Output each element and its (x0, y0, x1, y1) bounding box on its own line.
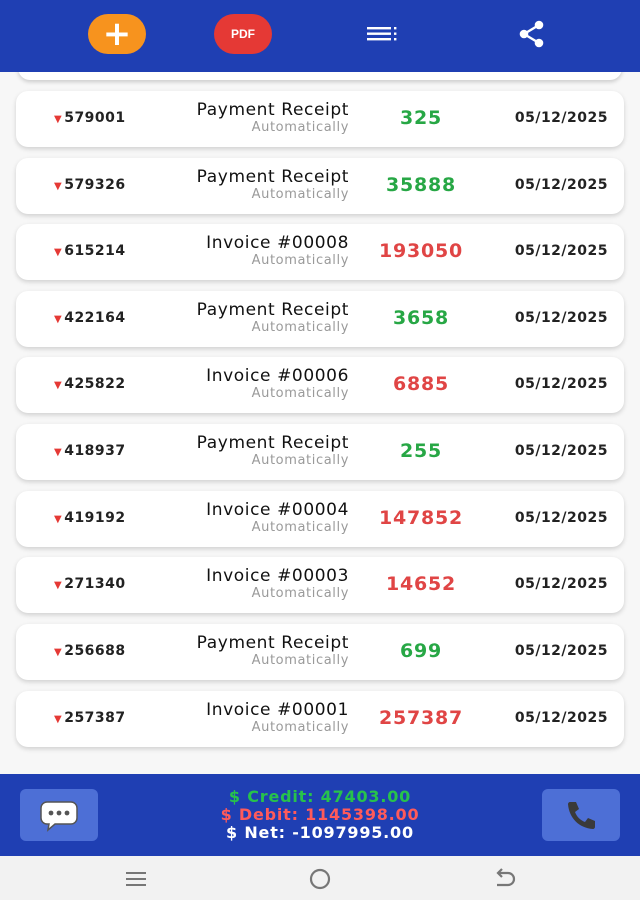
transaction-date: 05/12/2025 (514, 643, 608, 659)
transaction-description (197, 101, 349, 136)
list-item[interactable] (16, 224, 624, 280)
share-button[interactable] (510, 14, 554, 54)
down-arrow-icon: ▼ (54, 714, 63, 725)
back-icon (491, 868, 517, 890)
credit-total: $ Credit: 47403.00 (228, 787, 412, 806)
chat-button[interactable] (20, 789, 98, 841)
list-item[interactable] (16, 291, 624, 347)
list-item[interactable] (16, 557, 624, 613)
summary-bar (0, 774, 640, 856)
transaction-description (206, 234, 349, 269)
recents-button[interactable] (116, 866, 156, 892)
transaction-ref (54, 710, 126, 726)
transaction-description (206, 367, 349, 402)
down-arrow-icon: ▼ (54, 380, 63, 391)
transaction-description (197, 634, 349, 669)
transaction-amount: 193050 (378, 240, 464, 262)
share-icon (515, 19, 549, 49)
transaction-amount: 147852 (378, 507, 464, 529)
ref-number: 256688 (64, 643, 126, 659)
transaction-amount: 3658 (392, 307, 450, 329)
list-item[interactable] (16, 357, 624, 413)
list-item[interactable] (16, 158, 624, 214)
transaction-amount: 255 (399, 440, 443, 462)
transaction-amount: 325 (399, 107, 443, 129)
transaction-subtitle: Automatically (251, 386, 349, 401)
debit-total: $ Debit: 1145398.00 (220, 805, 420, 824)
transaction-ref (54, 643, 126, 659)
transaction-amount: 14652 (385, 573, 457, 595)
down-arrow-icon: ▼ (54, 580, 63, 591)
transaction-date: 05/12/2025 (514, 310, 608, 326)
ref-number: 579326 (64, 177, 126, 193)
transaction-description (206, 567, 349, 602)
down-arrow-icon: ▼ (54, 181, 63, 192)
phone-icon (564, 798, 598, 832)
ref-number: 419192 (64, 510, 126, 526)
transaction-subtitle: Automatically (251, 253, 349, 268)
transaction-list[interactable] (0, 72, 640, 774)
transaction-title: Payment Receipt (196, 100, 349, 120)
menu-icon (365, 24, 399, 44)
net-total: $ Net: -1097995.00 (226, 823, 414, 842)
transaction-subtitle: Automatically (251, 653, 349, 668)
top-toolbar (0, 0, 640, 72)
transaction-ref (54, 443, 126, 459)
transaction-ref (54, 243, 126, 259)
ref-number: 271340 (64, 576, 126, 592)
home-button[interactable] (300, 866, 340, 892)
transaction-title: Invoice #00008 (206, 233, 349, 253)
ref-number: 257387 (64, 710, 126, 726)
system-nav-bar (0, 856, 640, 900)
list-item[interactable] (16, 624, 624, 680)
transaction-amount: 6885 (392, 373, 450, 395)
transaction-title: Payment Receipt (196, 300, 349, 320)
transaction-title: Payment Receipt (196, 633, 349, 653)
ref-number: 425822 (64, 376, 126, 392)
list-item[interactable] (16, 424, 624, 480)
transaction-title: Payment Receipt (196, 167, 349, 187)
transaction-date: 05/12/2025 (514, 110, 608, 126)
transaction-subtitle: Automatically (251, 586, 349, 601)
transaction-description (197, 434, 349, 469)
transaction-description (197, 301, 349, 336)
transaction-ref (54, 310, 126, 326)
down-arrow-icon: ▼ (54, 314, 63, 325)
chat-icon (39, 798, 79, 832)
transaction-subtitle: Automatically (251, 520, 349, 535)
ref-number: 615214 (64, 243, 126, 259)
list-item-partial (18, 72, 622, 80)
down-arrow-icon: ▼ (54, 247, 63, 258)
transaction-date: 05/12/2025 (514, 243, 608, 259)
transaction-amount: 699 (399, 640, 443, 662)
transaction-ref (54, 110, 126, 126)
transaction-description (197, 168, 349, 203)
transaction-subtitle: Automatically (251, 320, 349, 335)
transaction-title: Invoice #00003 (206, 566, 349, 586)
ref-number: 422164 (64, 310, 126, 326)
down-arrow-icon: ▼ (54, 114, 63, 125)
transaction-ref (54, 177, 126, 193)
add-button[interactable]: + (88, 14, 146, 54)
down-arrow-icon: ▼ (54, 647, 63, 658)
totals-summary (150, 788, 490, 842)
back-button[interactable] (484, 866, 524, 892)
transaction-ref (54, 376, 126, 392)
transaction-date: 05/12/2025 (514, 376, 608, 392)
list-item[interactable] (16, 691, 624, 747)
transaction-date: 05/12/2025 (514, 710, 608, 726)
pdf-button[interactable]: PDF (214, 14, 272, 54)
down-arrow-icon: ▼ (54, 447, 63, 458)
transaction-title: Invoice #00004 (206, 500, 349, 520)
home-icon (307, 867, 333, 891)
transaction-subtitle: Automatically (251, 187, 349, 202)
transaction-subtitle: Automatically (251, 720, 349, 735)
transaction-date: 05/12/2025 (514, 443, 608, 459)
transaction-ref (54, 510, 126, 526)
list-item[interactable] (16, 91, 624, 147)
transaction-date: 05/12/2025 (514, 510, 608, 526)
transaction-ref (54, 576, 126, 592)
transaction-amount: 35888 (385, 174, 457, 196)
transaction-description (206, 701, 349, 736)
transaction-amount: 257387 (378, 707, 464, 729)
recents-icon (124, 869, 148, 889)
transaction-title: Payment Receipt (196, 433, 349, 453)
ref-number: 418937 (64, 443, 126, 459)
transaction-title: Invoice #00001 (206, 700, 349, 720)
transaction-subtitle: Automatically (251, 120, 349, 135)
menu-button[interactable] (360, 14, 404, 54)
transaction-subtitle: Automatically (251, 453, 349, 468)
list-item[interactable] (16, 491, 624, 547)
transaction-date: 05/12/2025 (514, 177, 608, 193)
down-arrow-icon: ▼ (54, 514, 63, 525)
transaction-title: Invoice #00006 (206, 366, 349, 386)
ref-number: 579001 (64, 110, 126, 126)
transaction-date: 05/12/2025 (514, 576, 608, 592)
call-button[interactable] (542, 789, 620, 841)
transaction-description (206, 501, 349, 536)
